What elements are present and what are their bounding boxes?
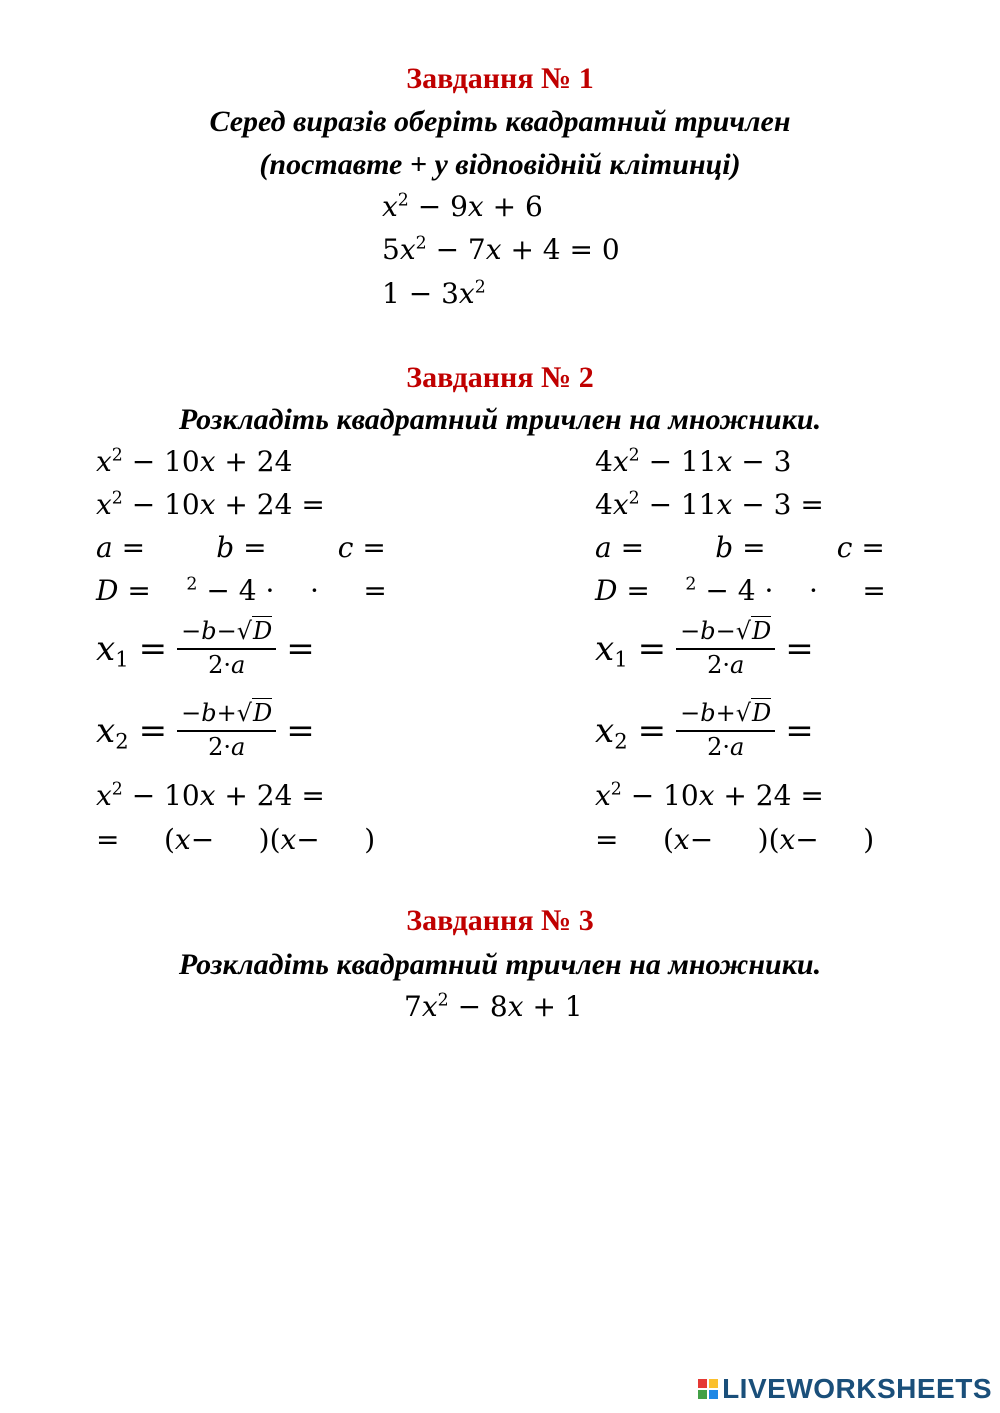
task3-heading: Завдання № 3 xyxy=(406,904,594,937)
task2-right-root-x2: $x_2$ = $\frac{-b+√D}{2\cdot a}$ = xyxy=(595,699,814,761)
task1-expression-2[interactable]: $5x^2 - 7x + 4 = 0$ xyxy=(382,233,620,266)
task3-expression: $7x^2 - 8x + 1$ xyxy=(404,990,583,1023)
task2-left-factor-line1: $x^2 - 10x + 24$ = xyxy=(96,779,325,812)
liveworksheets-logo xyxy=(698,1373,992,1405)
task1-instruction-line1: Серед виразів оберіть квадратний тричлен xyxy=(209,105,791,138)
task3-instruction: Розкладіть квадратний тричлен на множники. xyxy=(178,948,822,981)
task2-left-coefficients: a = b = c = xyxy=(96,531,386,564)
task1-instruction-line2: (поставте + у відповідній клітинці) xyxy=(259,148,741,181)
task2-right-root-x1: $x_1$ = $\frac{-b-√D}{2\cdot a}$ = xyxy=(595,617,814,679)
task2-instruction: Розкладіть квадратний тричлен на множники. xyxy=(178,403,822,436)
task1-expression-1[interactable]: $x^2 - 9x + 6$ xyxy=(382,190,543,223)
task2-right-expression: $4x^2 - 11x - 3$ xyxy=(595,445,792,478)
task2-left-expression-equals: $x^2 - 10x + 24$ = xyxy=(96,488,325,521)
task2-left-root-x2: $x_2$ = $\frac{-b+√D}{2\cdot a}$ = xyxy=(96,699,315,761)
logo-square-green xyxy=(698,1390,707,1399)
task2-right-discriminant: D = $^2$ − 4 · · = xyxy=(595,574,886,607)
logo-square-blue xyxy=(709,1390,718,1399)
task2-left-factor-line2: = (x− )(x− ) xyxy=(96,823,376,856)
task2-heading: Завдання № 2 xyxy=(406,361,594,394)
task2-left-discriminant: D = $^2$ − 4 · · = xyxy=(96,574,387,607)
task2-right-factor-line1: $x^2 - 10x + 24$ = xyxy=(595,779,824,812)
task1-expression-3[interactable]: $1 - 3x^2$ xyxy=(382,277,486,310)
task2-right-coefficients: a = b = c = xyxy=(595,531,885,564)
task2-right-factor-line2: = (x− )(x− ) xyxy=(595,823,875,856)
task1-heading: Завдання № 1 xyxy=(406,62,594,95)
task2-left-expression: $x^2 - 10x + 24$ xyxy=(96,445,293,478)
logo-square-red xyxy=(698,1379,707,1388)
task2-left-root-x1: $x_1$ = $\frac{-b-√D}{2\cdot a}$ = xyxy=(96,617,315,679)
task2-right-expression-equals: $4x^2 - 11x - 3$ = xyxy=(595,488,824,521)
logo-grid-icon xyxy=(698,1379,718,1399)
logo-square-yellow xyxy=(709,1379,718,1388)
logo-text: LIVEWORKSHEETS xyxy=(722,1373,992,1404)
